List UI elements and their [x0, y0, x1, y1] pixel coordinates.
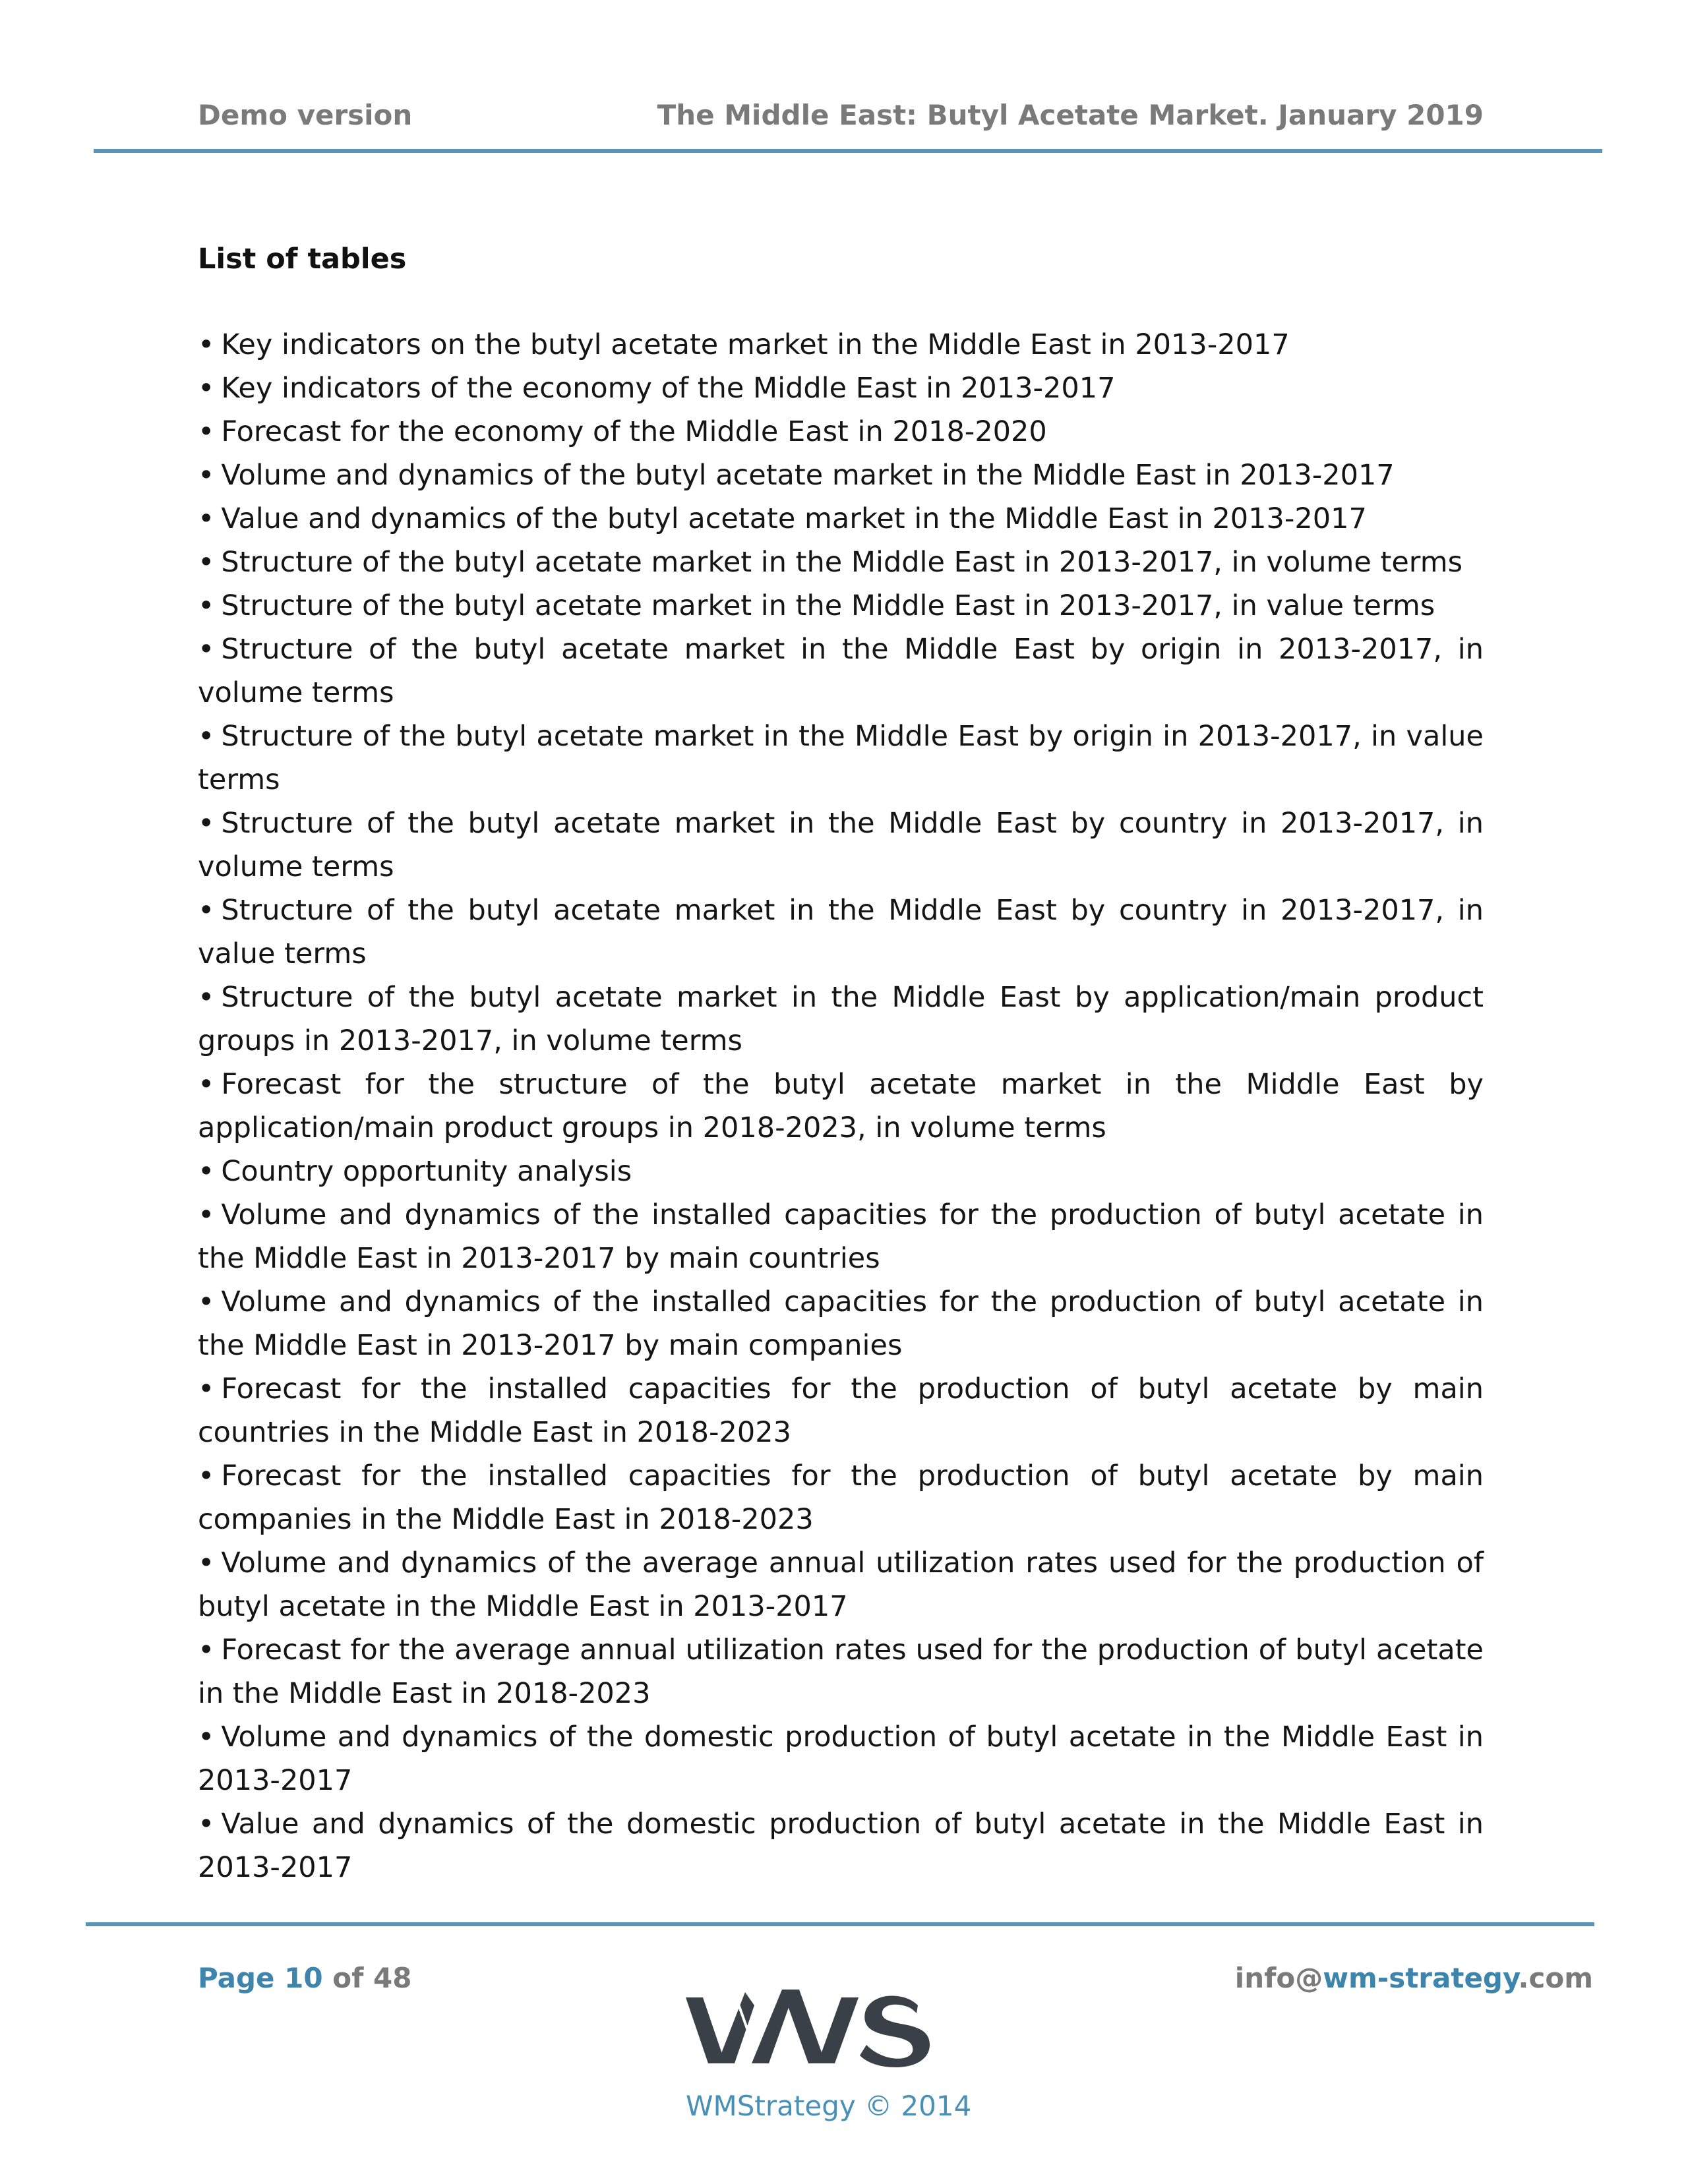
table-list-item — [198, 1628, 1484, 1715]
email-domain: wm-strategy — [1323, 1962, 1519, 1994]
logo-m-stroke-3 — [818, 1997, 859, 2063]
table-list-item — [198, 1541, 1484, 1628]
table-list-item-text: Volume and dynamics of the installed capacities for the production of butyl acetate in the Middle East in 2013-2017 by main countries — [198, 1198, 1484, 1275]
table-list-item — [198, 1454, 1484, 1541]
logo-m-stroke-1 — [752, 1990, 791, 2063]
table-list-item-text: Structure of the butyl acetate market in the Middle East by origin in 2013-2017, in volume terms — [198, 633, 1484, 709]
table-list-item-text: Volume and dynamics of the domestic production of butyl acetate in the Middle East in 2013-2017 — [198, 1721, 1484, 1797]
bullet-icon: • — [198, 1808, 215, 1841]
page-of-label: of — [332, 1962, 364, 1994]
logo-w-stroke-2 — [717, 1992, 754, 2063]
bullet-icon: • — [198, 1155, 215, 1188]
bullet-icon: • — [198, 372, 215, 405]
bullet-icon: • — [198, 1198, 215, 1231]
table-list-item — [198, 497, 1484, 541]
table-list-item-text: Structure of the butyl acetate market in the Middle East in 2013-2017, in volume terms — [221, 546, 1463, 579]
page-number: 10 — [284, 1962, 323, 1994]
bullet-icon: • — [198, 1721, 215, 1754]
bullet-icon: • — [198, 415, 215, 448]
bullet-icon: • — [198, 720, 215, 753]
table-list-item-text: Structure of the butyl acetate market in the Middle East by origin in 2013-2017, in value terms — [198, 720, 1484, 796]
page-total: 48 — [373, 1962, 412, 1994]
table-list-item — [198, 976, 1484, 1063]
bullet-icon: • — [198, 1547, 215, 1579]
table-list-item-text: Value and dynamics of the domestic production of butyl acetate in the Middle East in 2013-2017 — [198, 1808, 1484, 1884]
bullet-icon: • — [198, 328, 215, 361]
bullet-icon: • — [198, 1285, 215, 1318]
email-user: info@ — [1234, 1962, 1323, 1994]
table-list-item — [198, 628, 1484, 715]
table-list-item — [198, 1715, 1484, 1802]
bullet-icon: • — [198, 1460, 215, 1492]
table-list-item-text: Volume and dynamics of the butyl acetate market in the Middle East in 2013-2017 — [221, 459, 1395, 492]
table-list-item-text: Structure of the butyl acetate market in the Middle East by country in 2013-2017, in volume terms — [198, 807, 1484, 883]
wms-logo — [686, 1971, 963, 2070]
table-list-item — [198, 584, 1484, 628]
table-list-item — [198, 715, 1484, 802]
page-header — [198, 99, 1484, 138]
bullet-icon: • — [198, 807, 215, 840]
demo-version-label: Demo version — [198, 99, 413, 131]
page-indicator — [198, 1962, 411, 1994]
table-list-item — [198, 889, 1484, 976]
bullet-icon: • — [198, 1068, 215, 1101]
footer-divider — [86, 1922, 1594, 1926]
contact-email[interactable] — [1235, 1962, 1593, 1994]
table-list-item-text: Structure of the butyl acetate market in the Middle East by application/main product groups in 2013-2017, in volume terms — [198, 981, 1484, 1057]
report-title: The Middle East: Butyl Acetate Market. January 2019 — [657, 99, 1484, 131]
table-list-item-text: Forecast for the installed capacities for the production of butyl acetate by main companies in the Middle East in 2018-2023 — [198, 1460, 1484, 1536]
bullet-icon: • — [198, 589, 215, 622]
table-list-item — [198, 454, 1484, 497]
table-list-item — [198, 410, 1484, 454]
table-list-item — [198, 1280, 1484, 1367]
table-list-item — [198, 1802, 1484, 1889]
table-list-item — [198, 1193, 1484, 1280]
table-list-item-text: Key indicators on the butyl acetate market in the Middle East in 2013-2017 — [221, 328, 1290, 361]
logo-s — [860, 1996, 930, 2067]
bullet-icon: • — [198, 894, 215, 927]
list-of-tables — [198, 323, 1484, 1889]
table-list-item-text: Forecast for the installed capacities for the production of butyl acetate by main countries in the Middle East in 2018-2023 — [198, 1372, 1484, 1449]
table-list-item-text: Structure of the butyl acetate market in the Middle East in 2013-2017, in value terms — [221, 589, 1435, 622]
table-list-item — [198, 1367, 1484, 1454]
table-list-item-text: Structure of the butyl acetate market in the Middle East by country in 2013-2017, in value terms — [198, 894, 1484, 970]
bullet-icon: • — [198, 1372, 215, 1405]
bullet-icon: • — [198, 546, 215, 579]
bullet-icon: • — [198, 459, 215, 492]
bullet-icon: • — [198, 981, 215, 1014]
table-list-item-text: Volume and dynamics of the installed capacities for the production of butyl acetate in the Middle East in 2013-2017 by main companies — [198, 1285, 1484, 1362]
table-list-item — [198, 323, 1484, 367]
logo-w-stroke-1 — [686, 1997, 725, 2063]
table-list-item-text: Volume and dynamics of the average annual utilization rates used for the production of butyl acetate in the Middle East in 2013-2017 — [198, 1547, 1484, 1623]
email-tld: .com — [1518, 1962, 1593, 1994]
section-title: List of tables — [198, 243, 407, 276]
bullet-icon: • — [198, 633, 215, 666]
bullet-icon: • — [198, 502, 215, 535]
bullet-icon: • — [198, 1634, 215, 1667]
table-list-item-text: Forecast for the average annual utilization rates used for the production of butyl acetate in the Middle East in 2018-2023 — [198, 1634, 1484, 1710]
table-list-item-text: Country opportunity analysis — [221, 1155, 632, 1188]
copyright-text: WMStrategy © 2014 — [686, 2090, 972, 2122]
table-list-item-text: Value and dynamics of the butyl acetate market in the Middle East in 2013-2017 — [221, 502, 1367, 535]
table-list-item — [198, 802, 1484, 889]
header-divider — [94, 149, 1602, 153]
table-list-item — [198, 1150, 1484, 1193]
table-list-item — [198, 541, 1484, 584]
table-list-item-text: Forecast for the structure of the butyl acetate market in the Middle East by application/main product groups in 2018-2023, in volume terms — [198, 1068, 1484, 1144]
table-list-item-text: Key indicators of the economy of the Middle East in 2013-2017 — [221, 372, 1116, 405]
logo-m-stroke-2 — [782, 1990, 826, 2063]
table-list-item-text: Forecast for the economy of the Middle East in 2018-2020 — [221, 415, 1047, 448]
table-list-item — [198, 1063, 1484, 1150]
table-list-item — [198, 367, 1484, 410]
page-label: Page — [198, 1962, 275, 1994]
